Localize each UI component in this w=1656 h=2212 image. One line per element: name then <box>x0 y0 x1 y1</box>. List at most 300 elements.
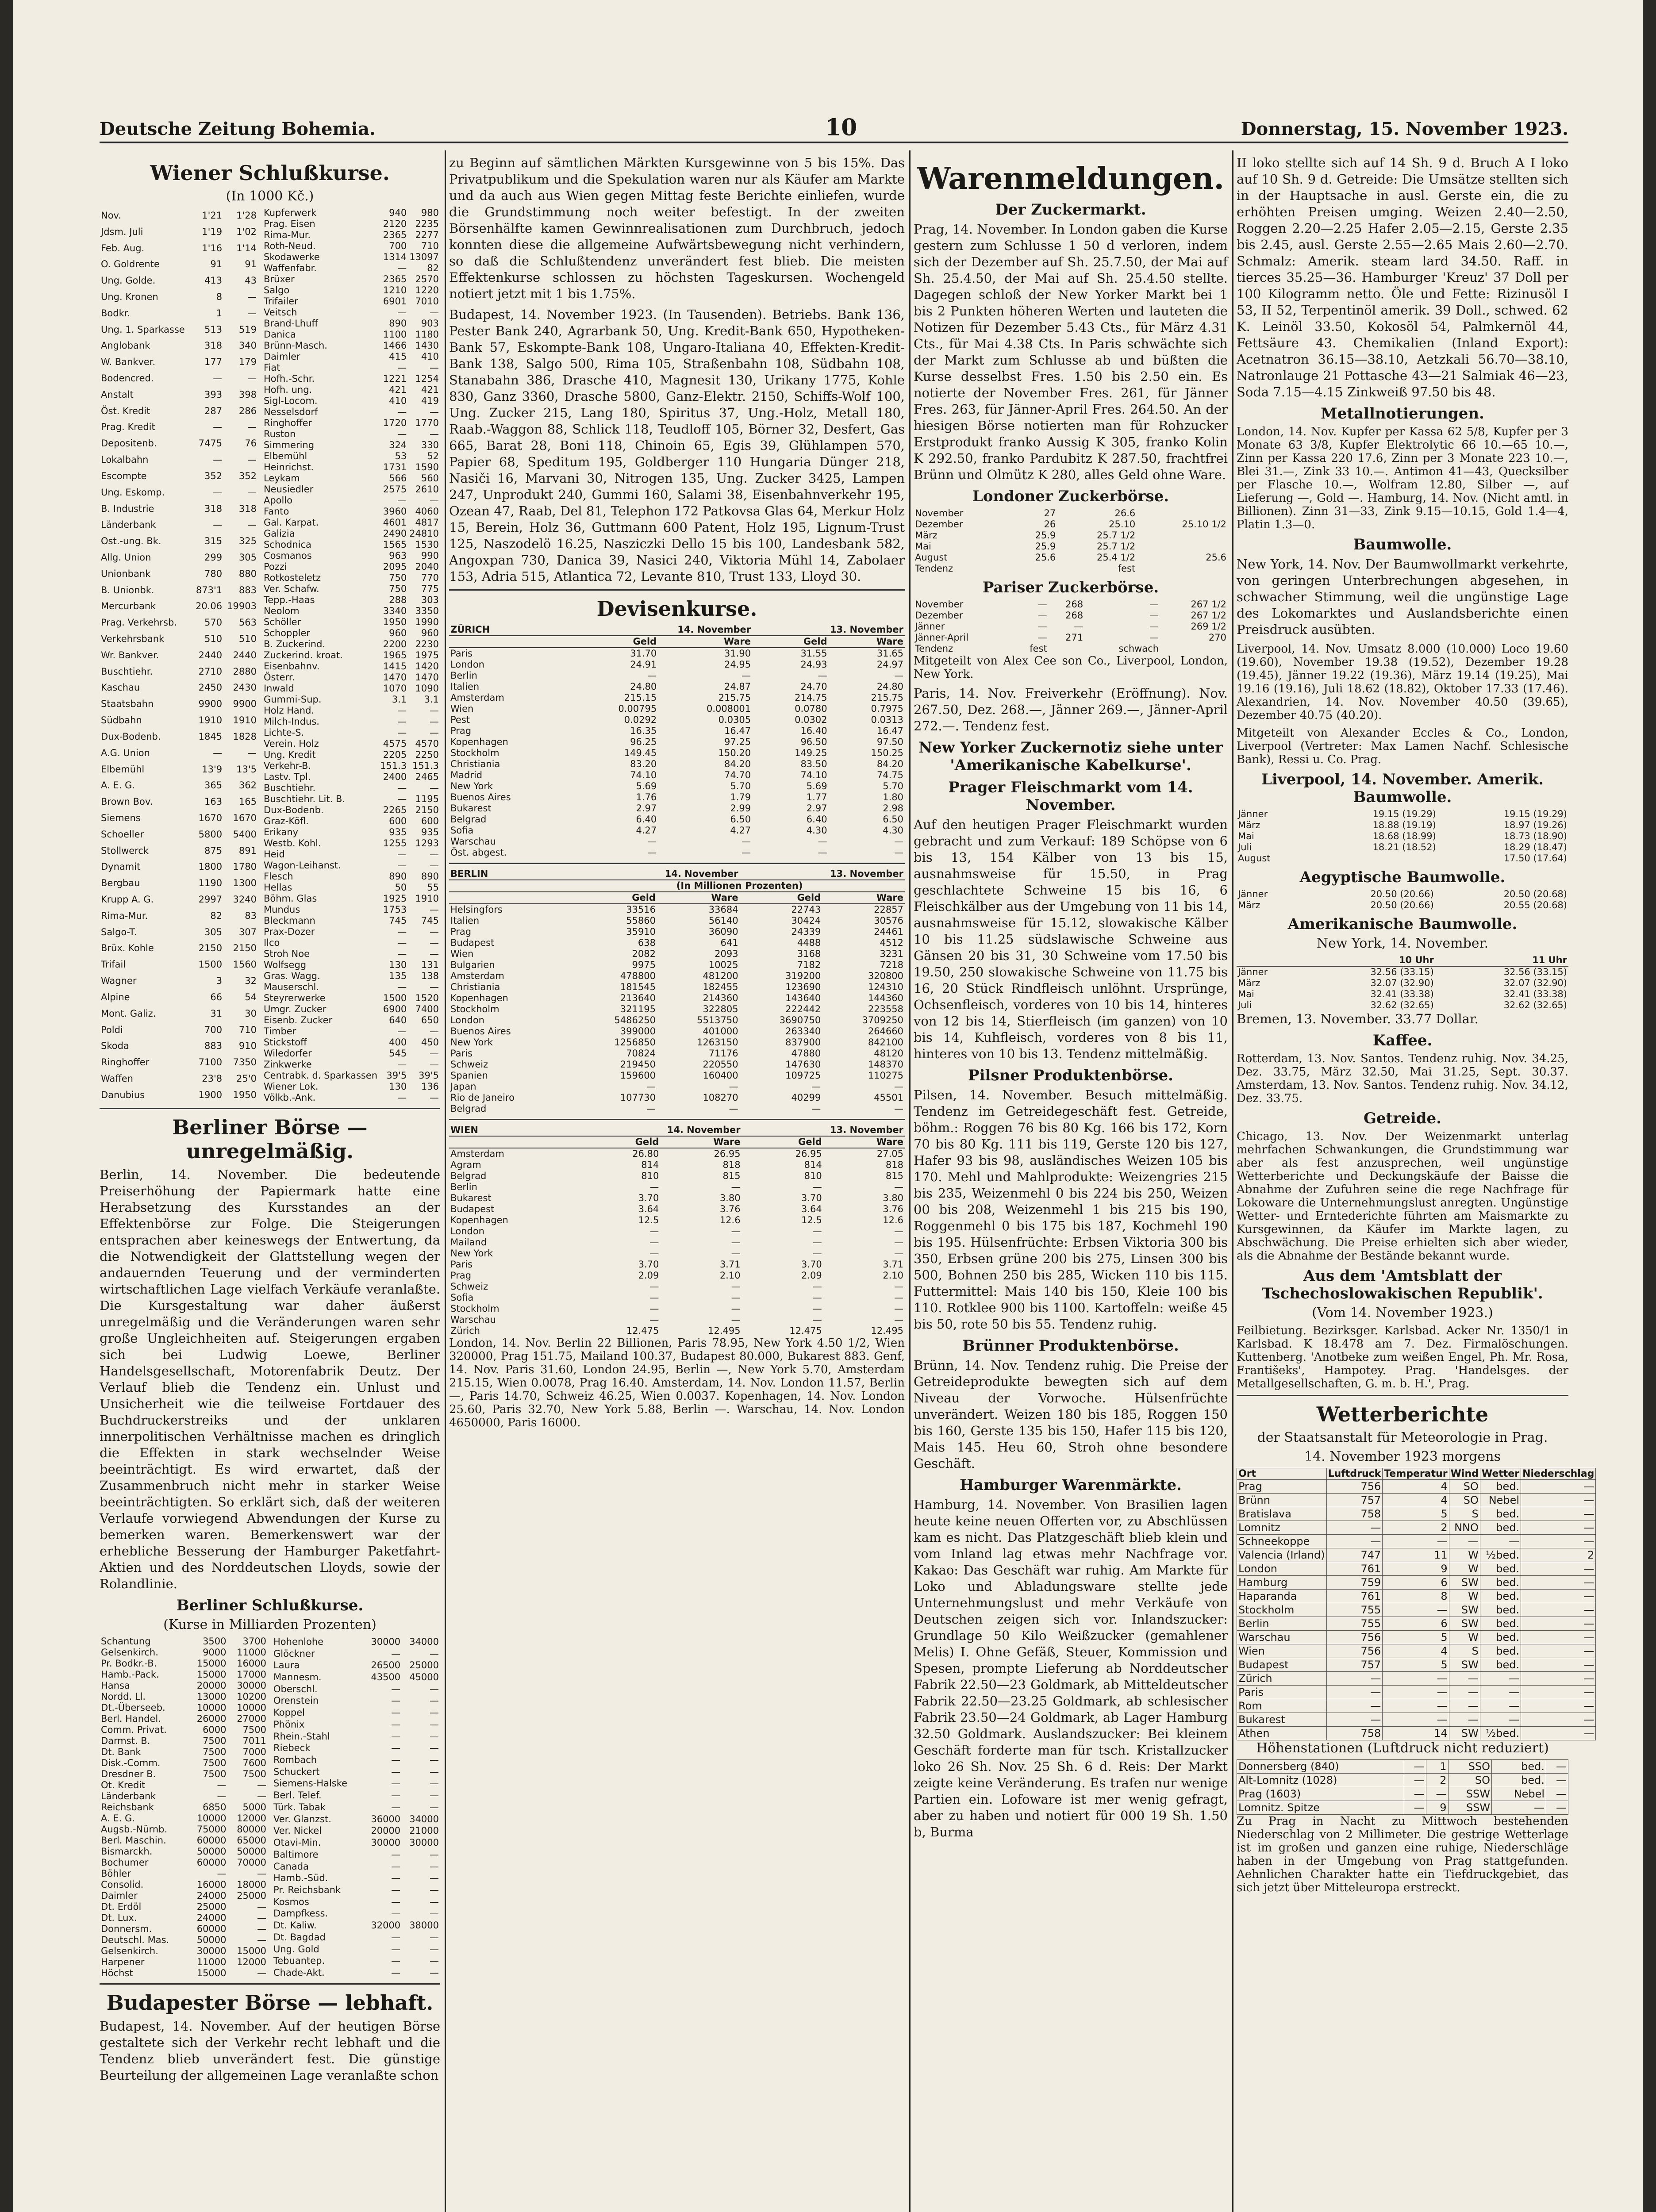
baumwolle-row <box>1237 853 1568 864</box>
row-label: Hansa <box>101 1680 130 1691</box>
row-value: — <box>391 1778 401 1789</box>
row-value: 401000 <box>703 1026 738 1037</box>
row-label: Haparanda <box>1237 1590 1327 1603</box>
row-label: Danica <box>263 329 296 340</box>
wiener-row <box>262 683 440 694</box>
row-value: 875 <box>204 845 223 856</box>
row-value: 960 <box>389 628 407 638</box>
row-value: 5 <box>1383 1507 1449 1521</box>
row-label: Berlin <box>450 670 477 681</box>
row-value: — <box>213 487 223 498</box>
row-label: Riebeck <box>273 1743 311 1754</box>
row-value: — <box>247 373 257 384</box>
row-value: 1770 <box>415 418 439 428</box>
row-value: — <box>812 1226 822 1237</box>
row-value: 960 <box>421 628 439 638</box>
row-label: Stockholm <box>450 1303 499 1314</box>
row-value: — <box>397 1059 407 1070</box>
row-label: Amsterdam <box>450 971 504 981</box>
row-label: Österr. <box>263 672 295 683</box>
row-value: 398 <box>238 389 257 400</box>
row-value: 513 <box>204 324 223 335</box>
row-value: 7000 <box>242 1747 266 1757</box>
wiener-row <box>100 956 258 973</box>
row-value: 151.3 <box>380 760 407 771</box>
row-value: 74.10 <box>800 770 827 780</box>
row-value: 5400 <box>233 829 257 840</box>
row-value: 1520 <box>415 993 439 1003</box>
row-value: — <box>430 1861 439 1872</box>
row-value: — <box>647 836 657 847</box>
row-label: Allg. Union <box>101 552 151 563</box>
row-label: Türk. Tabak <box>273 1801 326 1813</box>
col-geld: Geld <box>574 892 657 904</box>
row-label: Gelsenkirch. <box>101 1647 158 1658</box>
zucker-row <box>914 530 1228 541</box>
bruenner-title: Brünner Produktenbörse. <box>962 1337 1179 1355</box>
devisen-row <box>449 1226 905 1237</box>
row-value: 545 <box>389 1048 407 1059</box>
row-label: W. Bankver. <box>101 357 156 368</box>
row-value: 9000 <box>203 1647 227 1658</box>
col-geld: Geld <box>740 892 822 904</box>
row-label: Bukarest <box>1237 1713 1327 1727</box>
row-label: August <box>915 552 948 563</box>
row-label: Mundus <box>263 904 300 915</box>
row-value: 25000 <box>409 1660 439 1671</box>
row-value: 2082 <box>632 949 656 959</box>
row-label: Trifail <box>101 959 126 970</box>
wiener-row <box>100 289 258 305</box>
row-value: 13'5 <box>236 764 257 775</box>
row-label: Sigl-Locom. <box>263 396 318 406</box>
row-value: — <box>213 454 223 465</box>
devisen-row <box>449 714 905 726</box>
row-value: 758 <box>1326 1507 1383 1521</box>
row-value: 7500 <box>203 1747 227 1757</box>
row-value: — <box>1074 621 1084 632</box>
row-value: — <box>1149 632 1159 643</box>
row-value: 215.75 <box>871 692 903 703</box>
row-value: 13'9 <box>202 764 223 775</box>
row-value: 873'1 <box>196 584 223 595</box>
devisen-row <box>449 1281 905 1292</box>
row-value: 45000 <box>409 1672 439 1683</box>
row-label: Hellas <box>263 882 292 893</box>
row-value: 600 <box>389 816 407 826</box>
hoehen-row <box>1237 1801 1568 1815</box>
row-value: 3500 <box>203 1636 227 1647</box>
wiener-row <box>100 566 258 582</box>
paper-name: Deutsche Zeitung Bohemia. <box>100 119 376 139</box>
devisen-row <box>449 949 905 960</box>
row-value: 50000 <box>237 1846 266 1857</box>
row-value: — <box>397 982 407 992</box>
row-value: 750 <box>389 584 407 594</box>
row-value: 1'02 <box>236 226 257 237</box>
row-value: 131 <box>421 960 439 970</box>
devisen-row <box>449 1037 905 1048</box>
wiener-row <box>100 680 258 696</box>
row-value: bed. <box>1480 1631 1521 1644</box>
row-value: — <box>391 1683 401 1694</box>
wiener-row <box>100 1087 258 1103</box>
row-label: Apollo <box>263 495 293 506</box>
row-value: 5486250 <box>614 1015 656 1025</box>
row-label: Trifailer <box>263 296 298 307</box>
row-value: 415 <box>389 351 407 362</box>
row-value: 1670 <box>198 812 223 823</box>
devisen-row <box>449 770 905 781</box>
row-value: 19903 <box>227 601 257 612</box>
berlin-row <box>100 1912 268 1924</box>
row-value: — <box>257 1780 266 1790</box>
row-value: 0.0305 <box>718 714 751 725</box>
row-label: Warschau <box>450 836 496 847</box>
row-value: 32.07 (32.90) <box>1503 978 1567 988</box>
row-value: 1910 <box>198 715 223 726</box>
row-label: Dt.-Überseeb. <box>101 1702 165 1713</box>
row-value: — <box>1037 621 1047 632</box>
wiener-row <box>262 451 440 462</box>
row-value: — <box>430 1695 439 1706</box>
row-value: 510 <box>238 634 257 645</box>
row-label: Dux-Bodenb. <box>101 731 161 742</box>
row-value: 11000 <box>237 1647 266 1658</box>
row-label: A. E. G. <box>101 780 135 791</box>
wiener-row <box>100 745 258 761</box>
berlin-row <box>100 1680 268 1691</box>
row-value: 421 <box>421 384 439 395</box>
row-value: — <box>894 1182 903 1192</box>
row-label: Ruston <box>263 429 296 439</box>
row-value: 890 <box>389 871 407 882</box>
row-value: — <box>894 670 903 681</box>
row-label: Hamb.-Pack. <box>101 1669 159 1680</box>
berlin-row <box>272 1861 440 1873</box>
hoehen-table <box>1237 1759 1568 1815</box>
wiener-row <box>100 941 258 957</box>
row-value: 32.56 (33.15) <box>1370 967 1434 977</box>
row-label: Feb. Aug. <box>101 242 145 253</box>
row-value: 10000 <box>196 1813 227 1824</box>
row-label: Japan <box>450 1081 476 1092</box>
row-value: 757 <box>1326 1494 1383 1507</box>
baumwolle-row <box>1237 831 1568 842</box>
row-value: — <box>731 1237 741 1248</box>
row-value: — <box>430 1778 439 1789</box>
row-value: — <box>649 1314 659 1325</box>
row-label: Tebuantep. <box>273 1955 325 1966</box>
row-value: 9975 <box>632 960 656 970</box>
pariser-zucker-table <box>914 599 1228 654</box>
column-rule <box>909 150 911 2212</box>
row-label: New York <box>450 1248 493 1259</box>
berlin-row <box>272 1659 440 1671</box>
row-value: 65000 <box>237 1835 266 1846</box>
berlin-row <box>272 1849 440 1861</box>
hoehen-row <box>1237 1774 1568 1787</box>
devisen-berlin-table <box>449 868 905 1114</box>
wiener-row <box>100 875 258 891</box>
hoehen-title: Höhenstationen (Luftdruck nicht reduziert) <box>1256 1740 1549 1756</box>
row-label: Bukarest <box>450 1193 492 1203</box>
wiener-title: Wiener Schlußkurse. <box>150 161 390 185</box>
devisen-row <box>449 1237 905 1248</box>
amtsblatt-title: Aus dem 'Amtsblatt der Tschechoslowakischen Republik'. <box>1262 1267 1543 1302</box>
row-value: — <box>213 747 223 758</box>
row-value <box>1137 563 1228 574</box>
row-value: — <box>1149 610 1159 621</box>
col-ware: Ware <box>822 892 905 904</box>
wiener-row <box>100 501 258 517</box>
row-value: 650 <box>421 1015 439 1025</box>
row-value: NNO <box>1449 1521 1480 1535</box>
row-value: 2230 <box>415 639 439 649</box>
row-value: 810 <box>641 1171 659 1181</box>
row-value: — <box>430 1884 439 1895</box>
row-value: 7475 <box>198 438 223 449</box>
row-value: 2 <box>1521 1548 1596 1562</box>
row-value: 50000 <box>196 1846 227 1857</box>
row-value: 4.27 <box>730 825 751 836</box>
row-label: Otavi-Min. <box>273 1837 321 1848</box>
ny-col-10: 10 Uhr <box>1302 955 1435 966</box>
row-value: 25.6 <box>1035 552 1056 563</box>
berlin-row <box>272 1731 440 1743</box>
row-value: — <box>646 1103 656 1114</box>
devisen-row <box>449 1092 905 1103</box>
devisen-row <box>449 836 905 847</box>
row-value: 7010 <box>415 296 439 307</box>
row-value: 2205 <box>383 749 407 760</box>
row-value: — <box>1326 1713 1383 1727</box>
row-value: — <box>213 519 223 530</box>
row-label: Dt. Erdöl <box>101 1901 142 1912</box>
wiener-row <box>100 354 258 370</box>
row-value: — <box>1546 1774 1568 1787</box>
row-value: 25'0 <box>236 1073 257 1084</box>
devisen-row <box>449 960 905 971</box>
row-value: 600 <box>421 816 439 826</box>
row-value: — <box>430 937 439 948</box>
row-value: — <box>1521 1562 1596 1576</box>
row-value: 83.50 <box>800 759 827 769</box>
row-value: — <box>1404 1801 1426 1815</box>
row-value: — <box>391 1743 401 1754</box>
row-value: 12.475 <box>789 1325 822 1336</box>
wiener-row <box>262 838 440 849</box>
row-label: Berl. Telef. <box>273 1790 322 1801</box>
row-value: 138 <box>421 971 439 981</box>
row-value: — <box>397 794 407 804</box>
row-value: 30576 <box>874 915 903 926</box>
berlin-row <box>272 1707 440 1719</box>
row-value: 2200 <box>383 639 407 649</box>
row-value: 31.90 <box>724 648 751 659</box>
row-value: 16000 <box>196 1879 227 1890</box>
wiener-row <box>262 738 440 749</box>
row-value: 1.80 <box>883 792 903 803</box>
row-label: Prag. Eisen <box>263 219 315 229</box>
row-value: 33516 <box>626 904 656 915</box>
row-label: Nesselsdorf <box>263 407 318 417</box>
row-value: 83.20 <box>630 759 657 769</box>
row-value: — <box>729 1103 738 1114</box>
row-label: Öst. Kredit <box>101 405 150 416</box>
row-label: Dt. Lux. <box>101 1912 137 1923</box>
row-label: Schodnica <box>263 539 311 550</box>
row-value: 74.70 <box>724 770 751 780</box>
row-value: 4.27 <box>636 825 657 836</box>
wiener-row <box>100 696 258 712</box>
row-label: New York <box>450 781 493 791</box>
berlin-row <box>100 1957 268 1968</box>
row-label: Consolid. <box>101 1879 144 1890</box>
row-value: 24.97 <box>876 659 903 670</box>
row-label: Paris <box>1237 1686 1327 1699</box>
row-label: Rombach <box>273 1755 317 1766</box>
row-label: Schneekoppe <box>1237 1535 1327 1548</box>
row-value: — <box>1521 1507 1596 1521</box>
row-label: Brünn <box>1237 1494 1327 1507</box>
row-value: 25.10 <box>1109 519 1136 530</box>
mitgeteilt2: Mitgeteilt von Alexander Eccles & Co., London, Liverpool (Vertreter: Max Lamen Nachf. Schlesische Bank), Ressi u. Co. Prag. <box>1237 726 1568 766</box>
wiener-row <box>262 418 440 429</box>
devisen-row <box>449 1215 905 1226</box>
row-value: 18.21 (18.52) <box>1372 842 1436 853</box>
row-value: 2120 <box>383 219 407 229</box>
wiener-row <box>100 989 258 1006</box>
row-value: 263340 <box>785 1026 821 1037</box>
devisen-notes: London, 14. Nov. Berlin 22 Billionen, Paris 78.95, New York 4.50 1/2, Wien 320000, Prag 151.75, Mailand 100.37, Budapest 80.000, Bukarest 883. Genf, 14. Nov. Paris 31.60, London 24.95, Berlin —, New York 5.70, Amsterdam 215.15, Wien 0.0078, Prag 16.40. Amsterdam, 14. Nov. London 11.57, Berlin —, Paris 14.70, Schweiz 46.25, Wien 0.0037. Kopenhagen, 14. Nov. London 25.60, Paris 32.70, New York 5.88, Berlin —. Warschau, 14. Nov. London 4650000, Paris 16000. <box>449 1336 905 1429</box>
row-label: Brünn-Masch. <box>263 340 327 351</box>
berlin-row <box>272 1766 440 1778</box>
row-value: 50 <box>395 882 407 893</box>
baumwolle-row <box>1237 809 1568 820</box>
wiener-row <box>262 705 440 716</box>
row-value: — <box>391 1790 401 1801</box>
wiener-row <box>100 891 258 908</box>
row-value: 325 <box>238 536 257 547</box>
row-label: Wolfsegg <box>263 960 307 970</box>
row-value: 123690 <box>785 982 821 992</box>
row-value: 25000 <box>237 1890 266 1901</box>
devisen-row <box>449 1103 905 1114</box>
row-value: 478800 <box>620 971 656 981</box>
row-label: Mauserschl. <box>263 982 319 992</box>
row-value: 980 <box>421 207 439 218</box>
row-value: — <box>812 1314 822 1325</box>
row-label: Mannesm. <box>273 1672 322 1683</box>
row-value: 305 <box>204 926 223 937</box>
row-label: Jänner <box>1238 889 1268 899</box>
row-label: Holz Hand. <box>263 705 315 716</box>
row-label: Bochumer <box>101 1857 149 1868</box>
pilsner-text: Pilsen, 14. November. Besuch mittelmäßig. Tendenz im Getreidegeschäft fest. Getreide, böhm.: Roggen 76 bis 80 Kg. 166 bis 172, Korn 70 bis 80 Kg. 111 bis 119, Gerste 120 bis 127, Hafer 93 bis 98, ausländisches Weizen 105 bis 170. Mehl und Mahlprodukte: Weizengries 215 bis 235, Weizenmehl 0 bis 224 bis 250, Weizen 00 bis 208, Weizenmehl 1 bis 215 bis 190, Roggenmehl 0 bis 175 bis 187, Kochmehl 190 bis 195. Hülsenfrüchte: Erbsen Viktoria 300 bis 350, Erbsen grüne 200 bis 275, Linsen 300 bis 500, Bohnen 250 bis 285, Wicken 110 bis 115. Futtermittel: Mais 140 bis 150, Kleie 100 bis 110. Rotklee 900 bis 1100. Kartoffeln: weiße 45 bis 50, rote 50 bis 55. Tendenz ruhig. <box>914 1087 1228 1332</box>
row-value: 2490 <box>383 528 407 539</box>
row-value: — <box>731 1292 741 1303</box>
row-value: 1780 <box>233 861 257 872</box>
row-label: Brown Bov. <box>101 796 153 807</box>
berlin-row <box>272 1790 440 1801</box>
row-value: 2277 <box>415 230 439 240</box>
wiener-row <box>262 783 440 794</box>
row-label: Augsb.-Nürnb. <box>101 1824 168 1835</box>
row-label: Brüx. Kohle <box>101 943 154 954</box>
devisen-row <box>449 1303 905 1314</box>
berlin-row <box>272 1825 440 1837</box>
row-value: — <box>894 836 903 847</box>
row-label: Kosmos <box>273 1896 309 1907</box>
row-value: 883 <box>238 584 257 595</box>
row-value: — <box>1480 1686 1521 1699</box>
row-value: 747 <box>1326 1548 1383 1562</box>
row-value: — <box>391 1707 401 1718</box>
page-header <box>100 114 1568 143</box>
row-value: 890 <box>389 318 407 329</box>
row-label: Belgrad <box>450 814 487 825</box>
row-value: 0.7975 <box>871 703 903 714</box>
row-value: — <box>812 1281 822 1292</box>
row-value: 26000 <box>196 1713 227 1724</box>
row-value: 83 <box>245 910 257 921</box>
col-ware: Ware <box>823 1136 905 1148</box>
row-value: 419 <box>421 396 439 406</box>
row-value: W <box>1449 1631 1480 1644</box>
row-value: 151.3 <box>412 760 439 771</box>
row-value: 745 <box>421 915 439 926</box>
row-label: Valencia (Irland) <box>1237 1548 1327 1562</box>
wiener-row <box>100 777 258 794</box>
row-value: 5 <box>1383 1658 1449 1672</box>
wiener-row <box>100 973 258 989</box>
hoehen-row <box>1237 1787 1568 1801</box>
row-label: Länderbank <box>101 1791 156 1801</box>
berlin-row <box>272 1943 440 1955</box>
row-value: — <box>818 847 827 858</box>
row-value: — <box>391 1801 401 1813</box>
row-value: 1254 <box>415 373 439 384</box>
row-value: 1221 <box>383 373 407 384</box>
wiener-row <box>262 893 440 904</box>
row-value: 2093 <box>715 949 738 959</box>
row-value: 1090 <box>415 683 439 694</box>
wetter-column-header: Niederschlag <box>1521 1468 1596 1480</box>
wiener-row <box>262 661 440 672</box>
row-value: bed. <box>1480 1590 1521 1603</box>
row-value: 1210 <box>383 285 407 296</box>
row-label: Danubius <box>101 1089 145 1100</box>
row-value: 318 <box>238 503 257 514</box>
wiener-row <box>262 926 440 937</box>
row-value: 214360 <box>703 993 738 1003</box>
wiener-row <box>100 712 258 729</box>
devisen-row <box>449 1292 905 1303</box>
row-value: 756 <box>1326 1644 1383 1658</box>
wetter-row <box>1237 1713 1596 1727</box>
row-value: 20000 <box>371 1825 401 1836</box>
row-label: Staatsbahn <box>101 699 154 710</box>
row-value: 3.71 <box>719 1259 741 1270</box>
wiener-row <box>100 664 258 680</box>
col4-intro: II loko stellte sich auf 14 Sh. 9 d. Bruch A I loko auf 10 Sh. 9 d. Getreide: Die Umsätze stellten sich in der Hauptsache in ausl. Gerste ein, die zu erhöhten Preisen umging. Weizen 2.40—2.50, Roggen 2.20—2.25 Hafer 2.05—2.15, Gerste 2.35 bis 2.45, ausl. Gerste 2.55—2.65 Mais 2.60—2.70. Schmalz: Amerik. steam lard 34.50. Raff. in tierces 35.25—36. Hamburger 'Kreuz' 37 Doll per 100 Kilogramm netto. Öle und Fette: Rizinusöl I 53, II 52, Terpentinöl amerik. 39 Doll., schwed. 62 K. Leinöl 33.50, Kokosöl 54, Palmkernöl 44, Fettsäure 43. Chemikalien (Inland Export): Acetnatron 36.15—38.10, Aetzkali 56.70—38.10, Natronlauge 21 Pottasche 43—21 Salmiak 46—23, Soda 7.15—4.15 Zinkweiß 97.50 bis 48. <box>1237 155 1568 399</box>
row-value: — <box>397 307 407 318</box>
row-label: Bergbau <box>101 878 140 889</box>
row-value: 570 <box>204 617 223 628</box>
col-geld: Geld <box>576 636 658 648</box>
row-value: — <box>397 716 407 727</box>
